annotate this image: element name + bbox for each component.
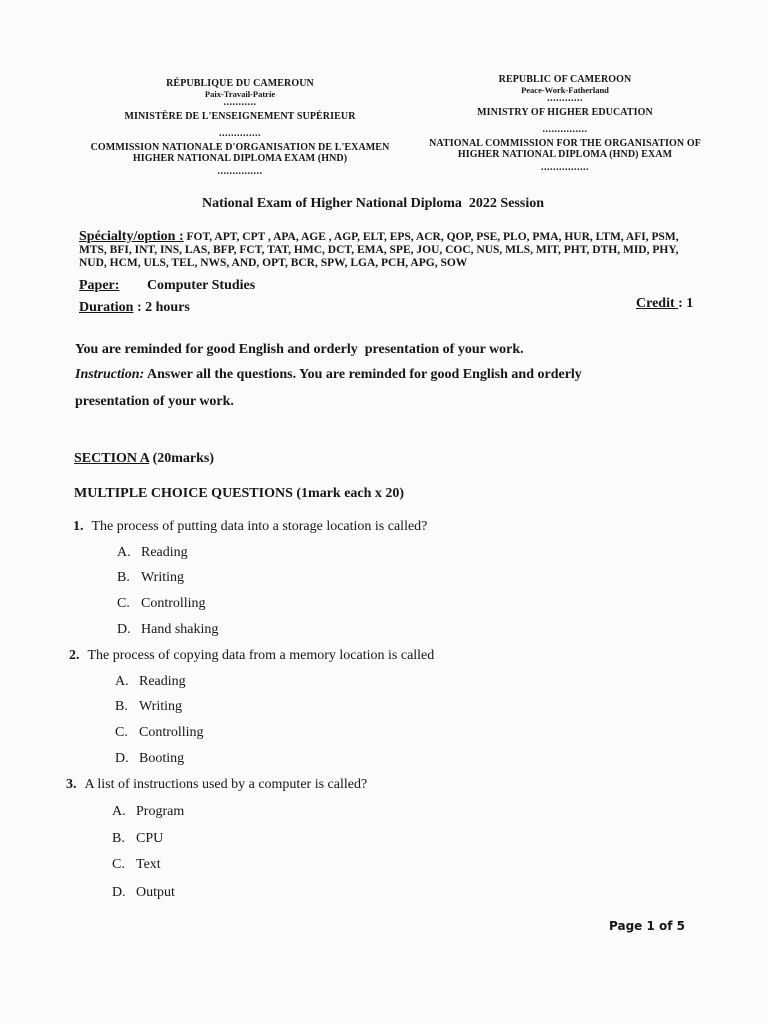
- header-left-commission: COMMISSION NATIONALE D'ORGANISATION DE L'EXAMEN: [90, 142, 390, 153]
- option-letter: A.: [112, 804, 126, 819]
- paper-label: Paper:: [79, 278, 120, 293]
- option-text: Writing: [141, 570, 184, 585]
- option-letter: D.: [112, 885, 126, 900]
- option-letter: A.: [117, 545, 131, 560]
- option: [112, 857, 161, 873]
- option-letter: B.: [115, 699, 128, 714]
- instruction-label: Instruction:: [75, 367, 145, 382]
- duration-line: [79, 300, 190, 316]
- header-left-dots: ...............: [217, 166, 263, 177]
- header-right-commission: NATIONAL COMMISSION FOR THE ORGANISATION OF: [429, 138, 701, 149]
- question-text: The process of copying data from a memory location is called: [87, 648, 435, 663]
- header-left-dots: ..............: [219, 128, 261, 139]
- option-letter: A.: [115, 674, 129, 689]
- option-text: Output: [136, 885, 175, 900]
- section-label: SECTION A: [74, 451, 150, 466]
- instruction-continued: presentation of your work.: [75, 394, 234, 409]
- option: [115, 725, 204, 741]
- header-right-country: REPUBLIC OF CAMEROON: [498, 74, 632, 85]
- paper-value: Computer Studies: [146, 278, 256, 293]
- specialty-codes: FOT, APT, CPT , APA, AGE , AGP, ELT, EPS, ACR, QOP, PSE, PLO, PMA, HUR, LTM, AFI, PSM, MTS, BFI, INT, INS, LAS, BFP, FCT, TAT, HMC, DCT, EMA, SPE, JOU, COC, NUS, MLS, MIT, PHT, DTH, MID, PHY, NUD, HCM, ULS, TEL, NWS, AND, OPT, BCR, SPW, LGA, PCH, APG, SOW: [79, 231, 679, 269]
- option-text: Booting: [139, 751, 185, 766]
- duration-value: : 2 hours: [133, 300, 190, 315]
- question-text: The process of putting data into a storage location is called?: [91, 519, 428, 534]
- option-text: Hand shaking: [141, 622, 219, 637]
- specialty-block: [79, 230, 709, 270]
- question-number: 3.: [66, 777, 77, 792]
- header-right-commission: HIGHER NATIONAL DIPLOMA (HND) EXAM: [457, 149, 673, 160]
- mcq-heading: MULTIPLE CHOICE QUESTIONS (1mark each x 20): [74, 486, 405, 501]
- specialty-label: Spécialty/option :: [79, 229, 184, 244]
- duration-label: Duration: [79, 300, 134, 315]
- header-right-dots: ...............: [542, 124, 588, 135]
- instruction-text: Answer all the questions. You are reminded for good English and orderly: [144, 367, 582, 382]
- option-letter: C.: [112, 857, 125, 872]
- header-left-ministry: MINISTÈRE DE L'ENSEIGNEMENT SUPÉRIEUR: [124, 111, 356, 122]
- paper-line: [79, 278, 255, 294]
- option: [117, 570, 184, 586]
- option-letter: C.: [115, 725, 128, 740]
- header-right-motto: Peace-Work-Fatherland: [521, 85, 609, 95]
- option: [115, 699, 182, 715]
- option: [112, 885, 175, 901]
- option: [117, 622, 218, 638]
- credit-label: Credit: [636, 296, 679, 311]
- question: [69, 648, 434, 664]
- option-letter: D.: [117, 622, 131, 637]
- option-text: Writing: [139, 699, 182, 714]
- header-left-country: RÉPUBLIQUE DU CAMEROUN: [166, 78, 314, 89]
- header-left: [90, 78, 390, 176]
- header-right-ministry: MINISTRY OF HIGHER EDUCATION: [477, 107, 653, 118]
- instruction: [75, 367, 582, 383]
- header-left-commission: HIGHER NATIONAL DIPLOMA EXAM (HND): [132, 153, 348, 164]
- option-letter: B.: [112, 831, 125, 846]
- question-number: 2.: [69, 648, 80, 663]
- section-heading: [74, 451, 214, 467]
- option-text: Reading: [141, 545, 188, 560]
- option-text: CPU: [136, 831, 164, 846]
- header-left-dots: ...........: [223, 97, 257, 108]
- option-letter: C.: [117, 596, 130, 611]
- option-text: Reading: [139, 674, 186, 689]
- header-left-motto: Paix-Travail-Patrie: [204, 89, 276, 99]
- option-text: Controlling: [139, 725, 204, 740]
- page-number: Page 1 of 5: [609, 919, 685, 933]
- option-letter: D.: [115, 751, 129, 766]
- question: [66, 777, 367, 793]
- option: [117, 596, 206, 612]
- option-text: Controlling: [141, 596, 206, 611]
- section-marks: (20marks): [149, 451, 215, 466]
- option: [115, 751, 184, 767]
- header-right-dots: ................: [541, 162, 589, 173]
- credit-value: : 1: [678, 296, 694, 311]
- question: [73, 519, 427, 535]
- credit-line: [636, 296, 693, 312]
- option-text: Text: [136, 857, 161, 872]
- option: [112, 831, 163, 847]
- header-right: [415, 74, 715, 172]
- question-number: 1.: [73, 519, 84, 534]
- option-text: Program: [136, 804, 185, 819]
- reminder: You are reminded for good English and orderly presentation of your work.: [75, 342, 524, 357]
- option: [112, 804, 184, 820]
- option: [117, 545, 188, 561]
- header-right-dots: ............: [547, 93, 583, 104]
- question-text: A list of instructions used by a computer is called?: [84, 777, 368, 792]
- exam-title: National Exam of Higher National Diploma 2022 Session: [202, 196, 544, 211]
- option-letter: B.: [117, 570, 130, 585]
- option: [115, 674, 186, 690]
